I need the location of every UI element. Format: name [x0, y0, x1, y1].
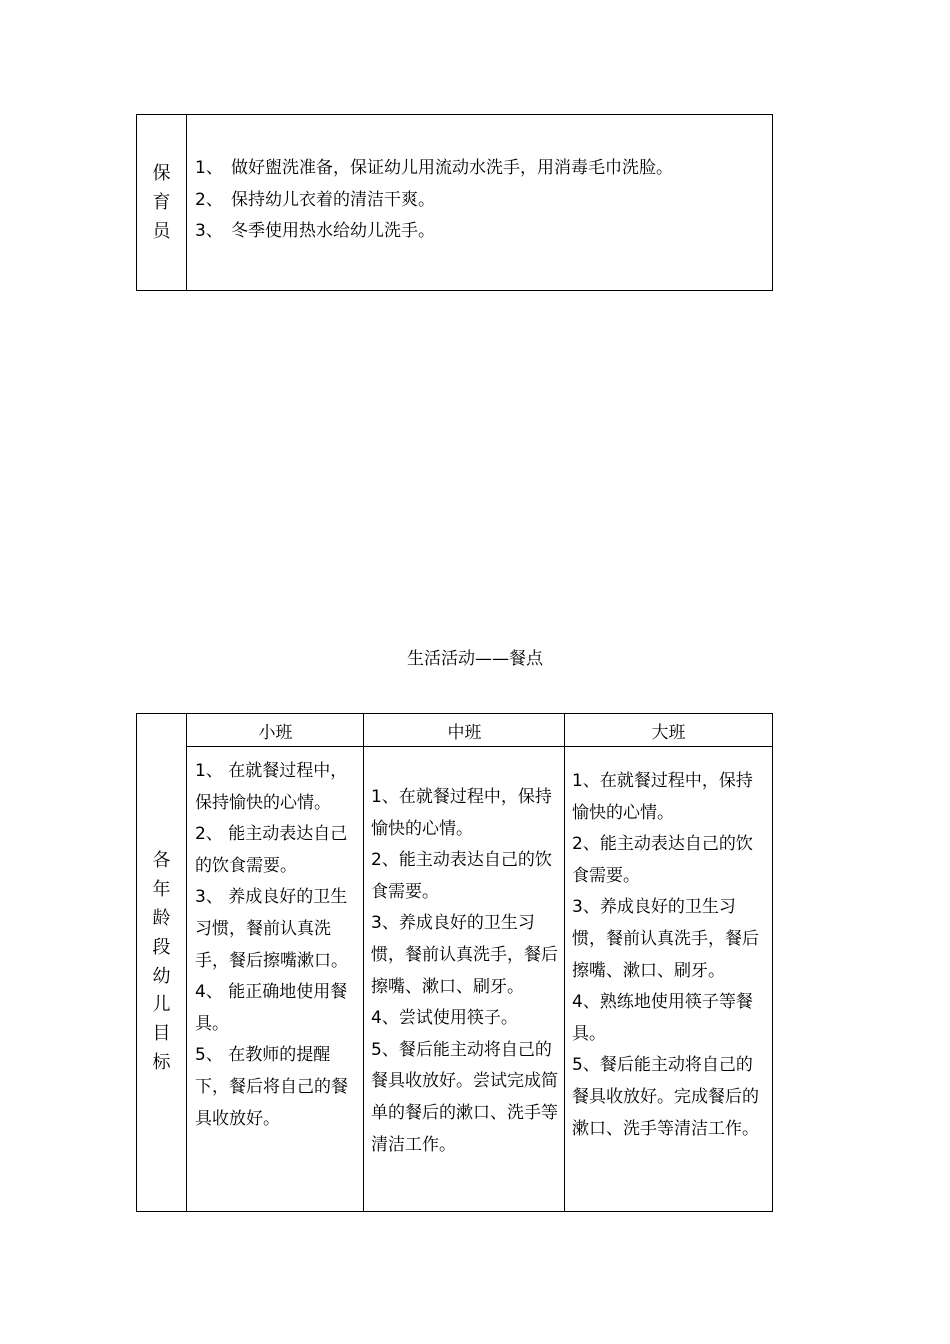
duty-number: 3、	[195, 221, 223, 241]
goal-item: 4、尝试使用筷子。	[371, 1008, 518, 1029]
role-char: 员	[152, 221, 171, 242]
goal-item: 3、养成良好的卫生习惯，餐前认真洗手，餐后擦嘴、漱口、刷牙。	[572, 897, 759, 981]
duty-number: 1、	[195, 158, 223, 178]
goal-item: 2、能主动表达自己的饮食需要。	[572, 834, 753, 886]
middle-class-goals	[371, 782, 561, 1161]
label-char: 各	[152, 850, 171, 872]
label-char: 幼	[152, 965, 171, 987]
duty-text: 冬季使用热水给幼儿洗手。	[231, 221, 435, 241]
duty-item	[195, 185, 764, 217]
duty-item	[195, 216, 764, 248]
column-divider	[363, 714, 364, 1211]
caregiver-duties	[195, 153, 764, 248]
goal-item: 5、餐后能主动将自己的餐具收放好。尝试完成简单的餐后的漱口、洗手等清洁工作。	[371, 1039, 558, 1155]
duty-text: 保持幼儿衣着的清洁干爽。	[231, 189, 435, 210]
label-char: 儿	[152, 994, 171, 1016]
goal-item: 4、熟练地使用筷子等餐具。	[572, 992, 753, 1044]
label-char: 龄	[152, 907, 171, 929]
header-small-class: 小班	[187, 714, 364, 747]
goal-item: 3、养成良好的卫生习惯，餐前认真洗手，餐后擦嘴、漱口、刷牙。	[371, 913, 558, 997]
goal-item: 1、在就餐过程中，保持愉快的心情。	[572, 771, 753, 823]
duty-text: 做好盥洗准备，保证幼儿用流动水洗手，用消毒毛巾洗脸。	[231, 158, 673, 178]
caregiver-role-cell	[137, 115, 187, 290]
goal-item: 5、餐后能主动将自己的餐具收放好。完成餐后的漱口、洗手等清洁工作。	[572, 1055, 759, 1139]
caregiver-table	[136, 114, 773, 291]
label-char: 年	[152, 879, 171, 901]
column-divider	[564, 714, 565, 1211]
age-goals-row-label	[137, 714, 187, 1211]
duty-item	[195, 153, 764, 185]
age-goals-table	[136, 713, 773, 1212]
label-char: 段	[152, 936, 171, 958]
goal-item: 3、 养成良好的卫生习惯，餐前认真洗手，餐后擦嘴漱口。	[195, 887, 348, 971]
header-middle-class: 中班	[364, 714, 565, 747]
label-char: 标	[152, 1051, 171, 1073]
goal-item: 2、能主动表达自己的饮食需要。	[371, 850, 552, 902]
goal-item: 1、 在就餐过程中，保持愉快的心情。	[195, 761, 348, 813]
goal-item: 1、在就餐过程中，保持愉快的心情。	[371, 787, 552, 839]
role-char: 保	[152, 163, 171, 184]
small-class-goals	[195, 756, 353, 1135]
goal-item: 5、 在教师的提醒下，餐后将自己的餐具收放好。	[195, 1045, 348, 1129]
goal-item: 4、 能正确地使用餐具。	[195, 982, 348, 1034]
label-char: 目	[152, 1023, 171, 1045]
duty-number: 2、	[195, 189, 223, 210]
role-char: 育	[152, 192, 171, 213]
section-title: 生活活动——餐点	[407, 649, 543, 669]
header-large-class: 大班	[565, 714, 772, 747]
goal-item: 2、 能主动表达自己的饮食需要。	[195, 824, 348, 876]
large-class-goals	[572, 766, 768, 1145]
